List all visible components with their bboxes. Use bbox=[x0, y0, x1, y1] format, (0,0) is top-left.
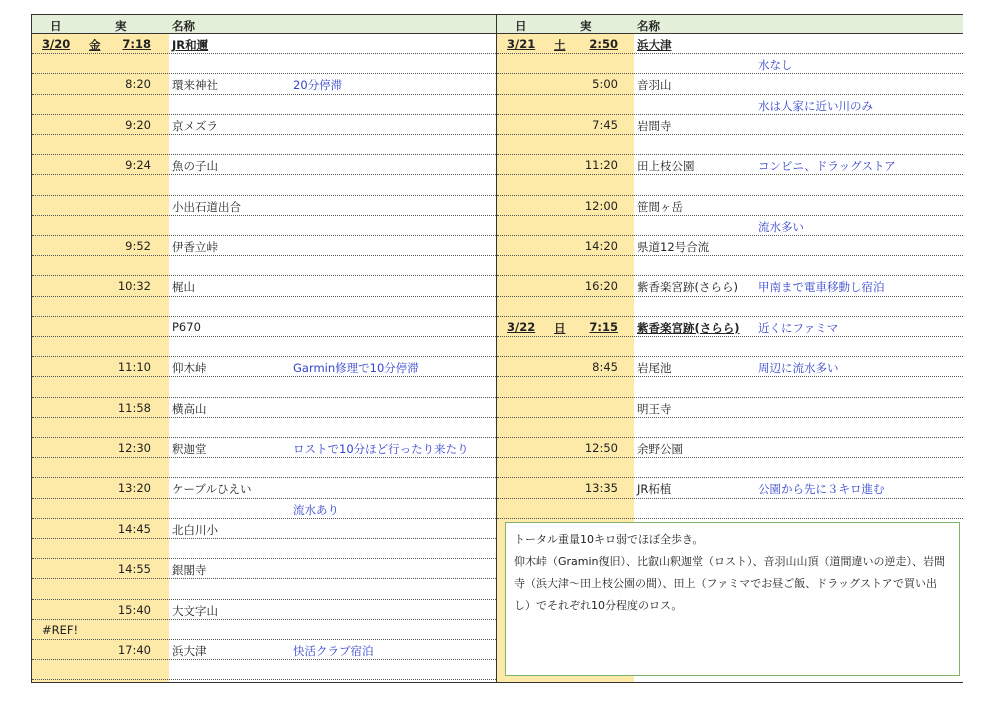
table-row bbox=[32, 297, 496, 317]
table-row bbox=[32, 640, 496, 660]
note-cell: 周辺に流水多い bbox=[758, 361, 839, 376]
table-row bbox=[497, 216, 963, 236]
time-cell: 8:45 bbox=[592, 360, 618, 375]
time-cell: 11:10 bbox=[117, 360, 151, 375]
table-row bbox=[497, 95, 963, 115]
table-row bbox=[32, 54, 496, 74]
table-row bbox=[497, 175, 963, 195]
header-time: 実 bbox=[115, 19, 127, 33]
name-cell: 横高山 bbox=[172, 401, 207, 416]
table-row bbox=[32, 317, 496, 337]
table-row bbox=[32, 559, 496, 579]
note-cell: 近くにファミマ bbox=[758, 320, 839, 335]
table-row bbox=[497, 357, 963, 377]
name-cell: 笹間ヶ岳 bbox=[637, 199, 683, 214]
name-cell: 紫香楽宮跡(さらら) bbox=[637, 320, 740, 335]
table-row bbox=[497, 236, 963, 256]
table-row bbox=[32, 216, 496, 236]
note-cell: ロストで10分ほど行ったり来たり bbox=[293, 442, 469, 456]
time-cell: 5:00 bbox=[592, 77, 618, 92]
time-cell: 7:15 bbox=[589, 319, 618, 334]
table-row bbox=[32, 34, 496, 54]
name-cell: 余野公園 bbox=[637, 442, 683, 456]
name-cell: JR和邇 bbox=[172, 38, 209, 52]
date-cell: #REF! bbox=[42, 622, 79, 637]
table-row bbox=[32, 337, 496, 357]
time-cell: 9:52 bbox=[125, 239, 151, 253]
time-cell: 11:58 bbox=[117, 400, 151, 415]
table-row bbox=[32, 539, 496, 559]
note-cell: 流水あり bbox=[293, 502, 339, 517]
table-row bbox=[32, 418, 496, 438]
table-row bbox=[32, 438, 496, 458]
table-row bbox=[497, 256, 963, 276]
name-cell: JR柘植 bbox=[637, 482, 672, 497]
table-row bbox=[497, 297, 963, 317]
header-name: 名称 bbox=[172, 19, 195, 33]
table-row bbox=[497, 115, 963, 135]
note-cell: 20分停滞 bbox=[293, 78, 343, 93]
name-cell: 小出石道出合 bbox=[172, 199, 241, 214]
table-row bbox=[32, 74, 496, 94]
table-row bbox=[32, 115, 496, 135]
name-cell: 大文字山 bbox=[172, 603, 218, 618]
name-cell: 北白川小 bbox=[172, 522, 218, 537]
name-cell: 明王寺 bbox=[637, 401, 672, 416]
left-header-row bbox=[32, 14, 496, 34]
name-cell: 紫香楽宮跡(さらら) bbox=[637, 280, 738, 295]
time-cell: 14:55 bbox=[117, 562, 151, 577]
table-row bbox=[32, 519, 496, 539]
table-row bbox=[32, 256, 496, 276]
table-row bbox=[32, 499, 496, 519]
note-cell: 水は人家に近い川のみ bbox=[758, 98, 873, 113]
time-cell: 13:35 bbox=[584, 481, 618, 496]
note-cell: 流水多い bbox=[758, 219, 804, 234]
summary-line-1: トータル重量10キロ弱でほぼ全歩き。 bbox=[514, 533, 704, 546]
name-cell: 音羽山 bbox=[637, 78, 672, 93]
name-cell: 県道12号合流 bbox=[637, 240, 710, 254]
name-cell: 魚の子山 bbox=[172, 159, 218, 174]
time-cell: 15:40 bbox=[117, 602, 151, 617]
table-row bbox=[32, 357, 496, 377]
table-row bbox=[497, 317, 963, 337]
table-row bbox=[32, 579, 496, 599]
time-cell: 16:20 bbox=[584, 279, 618, 294]
name-cell: P670 bbox=[172, 319, 201, 334]
table-row bbox=[32, 236, 496, 256]
table-row bbox=[32, 478, 496, 498]
time-cell: 17:40 bbox=[117, 643, 151, 657]
table-row bbox=[497, 377, 963, 397]
date-cell: 3/21 bbox=[507, 37, 536, 51]
table-row bbox=[497, 337, 963, 357]
table-row bbox=[497, 458, 963, 478]
time-cell: 2:50 bbox=[589, 37, 618, 51]
header-day: 日 bbox=[515, 19, 527, 33]
name-cell: 岩間寺 bbox=[637, 118, 672, 133]
name-cell: 仰木峠 bbox=[172, 361, 207, 376]
time-cell: 10:32 bbox=[117, 279, 151, 294]
note-cell: コンビニ、ドラッグストア bbox=[758, 159, 896, 174]
right-header-row bbox=[497, 14, 963, 34]
table-row bbox=[32, 95, 496, 115]
table-row bbox=[32, 398, 496, 418]
name-cell: ケーブルひえい bbox=[172, 482, 252, 497]
name-cell: 環来神社 bbox=[172, 78, 218, 93]
table-row bbox=[497, 276, 963, 296]
time-cell: 12:50 bbox=[584, 441, 618, 455]
name-cell: 釈迦堂 bbox=[172, 442, 207, 456]
table-row bbox=[32, 135, 496, 155]
note-cell: 水なし bbox=[758, 58, 793, 73]
name-cell: 梶山 bbox=[172, 280, 195, 295]
table-row bbox=[32, 276, 496, 296]
time-cell: 12:00 bbox=[584, 198, 618, 213]
header-time: 実 bbox=[580, 19, 592, 33]
table-row bbox=[497, 438, 963, 458]
summary-textbox[interactable] bbox=[505, 522, 960, 676]
table-row bbox=[32, 175, 496, 195]
table-row bbox=[32, 620, 496, 640]
note-cell: 甲南まで電車移動し宿泊 bbox=[758, 280, 885, 295]
time-cell: 13:20 bbox=[117, 481, 151, 496]
name-cell: 浜大津 bbox=[172, 644, 207, 658]
header-name: 名称 bbox=[637, 19, 660, 33]
table-row bbox=[497, 398, 963, 418]
note-cell: Garmin修理で10分停滞 bbox=[293, 361, 419, 376]
header-day: 日 bbox=[50, 19, 62, 33]
left-panel bbox=[31, 14, 497, 683]
summary-line-2: 仰木峠（Gramin復旧）、比叡山釈迦堂（ロスト）、音羽山山頂（道間違いの逆走）、岩間寺（浜大津〜田上枝公園の間）、田上（ファミマでお昼ご飯、ドラッグストアで買い出し）でそれぞれ10分程度のロス。 bbox=[514, 555, 946, 612]
table-row bbox=[32, 458, 496, 478]
table-row bbox=[497, 196, 963, 216]
time-cell: 12:30 bbox=[117, 441, 151, 455]
table-row bbox=[497, 478, 963, 498]
table-row bbox=[497, 135, 963, 155]
name-cell: 岩尾池 bbox=[637, 361, 672, 376]
note-cell: 公園から先に３キロ進む bbox=[758, 482, 885, 497]
time-cell: 8:20 bbox=[125, 77, 151, 92]
table-row bbox=[497, 74, 963, 94]
weekday-cell: 土 bbox=[554, 38, 566, 52]
itinerary-sheet bbox=[31, 14, 963, 683]
time-cell: 14:20 bbox=[584, 239, 618, 253]
table-row bbox=[497, 418, 963, 438]
table-row bbox=[497, 34, 963, 54]
table-row bbox=[32, 600, 496, 620]
note-cell: 快活クラブ宿泊 bbox=[293, 644, 374, 658]
date-cell: 3/20 bbox=[42, 37, 71, 51]
name-cell: 浜大津 bbox=[637, 38, 672, 52]
name-cell: 伊香立峠 bbox=[172, 240, 218, 254]
time-cell: 11:20 bbox=[584, 158, 618, 173]
table-row bbox=[497, 54, 963, 74]
time-cell: 14:45 bbox=[117, 521, 151, 536]
table-row bbox=[32, 660, 496, 680]
table-row bbox=[497, 499, 963, 519]
time-cell: 7:45 bbox=[592, 117, 618, 132]
table-row bbox=[497, 155, 963, 175]
table-row bbox=[32, 196, 496, 216]
time-cell: 9:20 bbox=[125, 117, 151, 132]
weekday-cell: 金 bbox=[89, 38, 101, 52]
time-cell: 7:18 bbox=[122, 37, 151, 51]
name-cell: 銀閣寺 bbox=[172, 563, 207, 578]
name-cell: 京メズラ bbox=[172, 118, 218, 133]
table-row bbox=[32, 377, 496, 397]
name-cell: 田上枝公園 bbox=[637, 159, 695, 174]
date-cell: 3/22 bbox=[507, 319, 536, 334]
weekday-cell: 日 bbox=[554, 320, 566, 335]
time-cell: 9:24 bbox=[125, 158, 151, 173]
table-row bbox=[32, 155, 496, 175]
